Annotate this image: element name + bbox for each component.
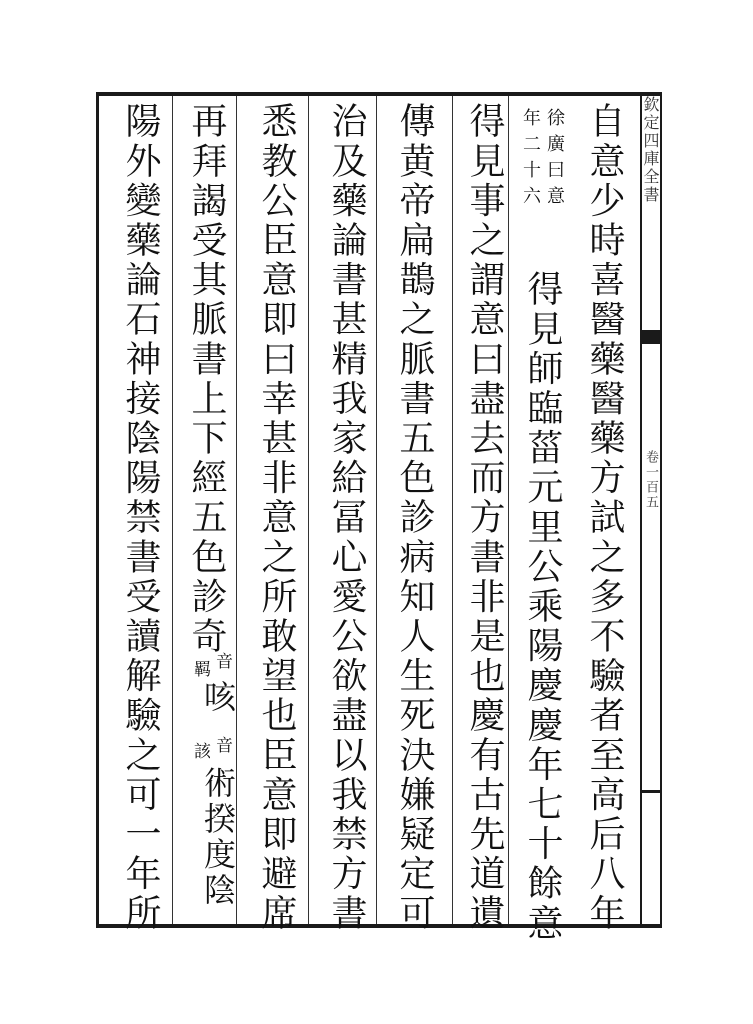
page-frame bbox=[96, 92, 662, 944]
margin-section-label: 卷一百五 bbox=[643, 450, 658, 510]
text-column-7: 再拜謁受其脈書上下經五色診奇 bbox=[186, 102, 227, 657]
text-char: 咳 bbox=[199, 680, 237, 716]
annotation-note bbox=[520, 108, 564, 268]
inline-note-right: 音 bbox=[212, 652, 232, 675]
column-rule bbox=[452, 96, 453, 924]
note-line-left: 年二十六 bbox=[520, 108, 541, 212]
text-column-3: 得見事之謂意曰盡去而方書非是也慶有古先道遺 bbox=[464, 102, 505, 934]
text-column-6: 悉教公臣意即曰幸甚非意之所敢望也臣意即避席 bbox=[256, 102, 297, 934]
margin-book-title: 欽定四庫全書 bbox=[641, 96, 660, 204]
column-rule bbox=[376, 96, 377, 924]
text-column-1: 自意少時喜醫藥醫藥方試之多不驗者至高后八年 bbox=[584, 102, 625, 934]
text-column-2: 得見師臨菑元里公乘陽慶慶年七十餘意 bbox=[522, 270, 563, 944]
column-rule bbox=[308, 96, 309, 924]
inline-note-left: 羁 bbox=[190, 660, 210, 683]
fishtail-mark-lower bbox=[640, 790, 662, 793]
text-column-8: 陽外變藥論石神接陰陽禁書受讀解驗之可一年所 bbox=[120, 102, 161, 934]
column-rule bbox=[508, 96, 509, 924]
inline-note-right-2: 音 bbox=[212, 736, 232, 759]
text-column-5: 治及藥論書甚精我家給冨心愛公欲盡以我禁方書 bbox=[326, 102, 367, 934]
text-column-7-tail: 術揆度陰 bbox=[199, 766, 237, 909]
inline-note-left-2: 該 bbox=[190, 742, 210, 765]
note-line-right: 徐廣曰意 bbox=[544, 108, 565, 212]
text-column-4: 傳黄帝扁鵲之脈書五色診病知人生死決嫌疑定可 bbox=[394, 102, 435, 934]
column-rule bbox=[172, 96, 173, 924]
fishtail-mark bbox=[640, 330, 662, 344]
